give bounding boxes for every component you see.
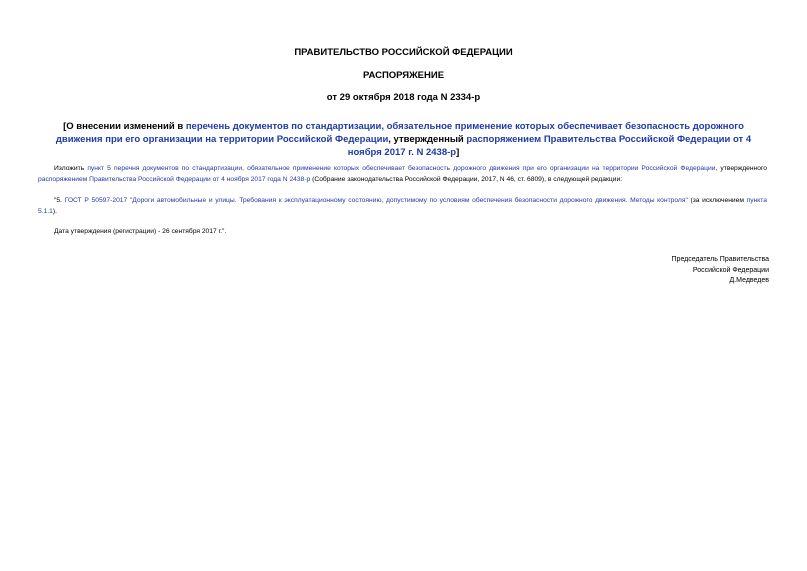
title-mid: , утвержденный (388, 134, 467, 145)
p3-text: Дата утверждения (регистрации) - 26 сентября 2017 г.". (54, 228, 227, 235)
paragraph-3 (38, 226, 767, 237)
p2-text-1: "5. (54, 197, 65, 204)
p2-text-2: (за исключением (687, 197, 747, 204)
p1-text-2: , утвержденного (715, 165, 767, 172)
government-heading: ПРАВИТЕЛЬСТВО РОССИЙСКОЙ ФЕДЕРАЦИИ (294, 47, 513, 58)
paragraph-2 (38, 195, 767, 217)
signature-line-1: Председатель Правительства (671, 256, 769, 263)
document-title (40, 120, 767, 159)
signature-line-3: Д.Медведев (729, 277, 769, 284)
title-close: ] (456, 147, 460, 158)
title-link-list[interactable]: перечень документов по стандартизации, обязательное применение которых обеспечивает безопасность дорожного движения при его организации на территории Российской Федерации (55, 121, 744, 145)
title-open: [О внесении изменений в (63, 121, 186, 132)
title-link-order[interactable]: распоряжением Правительства Российской Федерации от 4 ноября 2017 г. N 2438-р (347, 134, 752, 158)
paragraph-1 (38, 163, 767, 185)
document-type-heading: РАСПОРЯЖЕНИЕ (362, 70, 445, 81)
p2-link-gost[interactable]: ГОСТ Р 50597-2017 "Дороги автомобильные и улицы. Требования к эксплуатационному состоянию, допустимому по условиям обеспечения безопасности дорожного движения. Методы контроля" (64, 197, 688, 204)
signature-block (672, 255, 769, 287)
p1-text-1: Изложить (54, 165, 88, 172)
signature-line-2: Российской Федерации (692, 266, 769, 274)
p2-text-3: ). (52, 208, 57, 215)
p1-link-item5[interactable]: пункт 5 перечня документов по стандартизации, обязательное применение которых обеспечивает безопасность дорожного движения при его организации на территории Российской Федерации (87, 165, 716, 172)
p2-link-clause[interactable]: пункта 5.1.1 (38, 197, 767, 215)
p1-link-order[interactable]: распоряжением Правительства Российской Федерации от 4 ноября 2017 года N 2438-р (38, 176, 311, 183)
p1-text-3: (Собрание законодательства Российской Федерации, 2017, N 46, ст. 6809), в следующей редакции: (310, 176, 623, 183)
date-number-heading: от 29 октября 2018 года N 2334-р (326, 92, 481, 103)
